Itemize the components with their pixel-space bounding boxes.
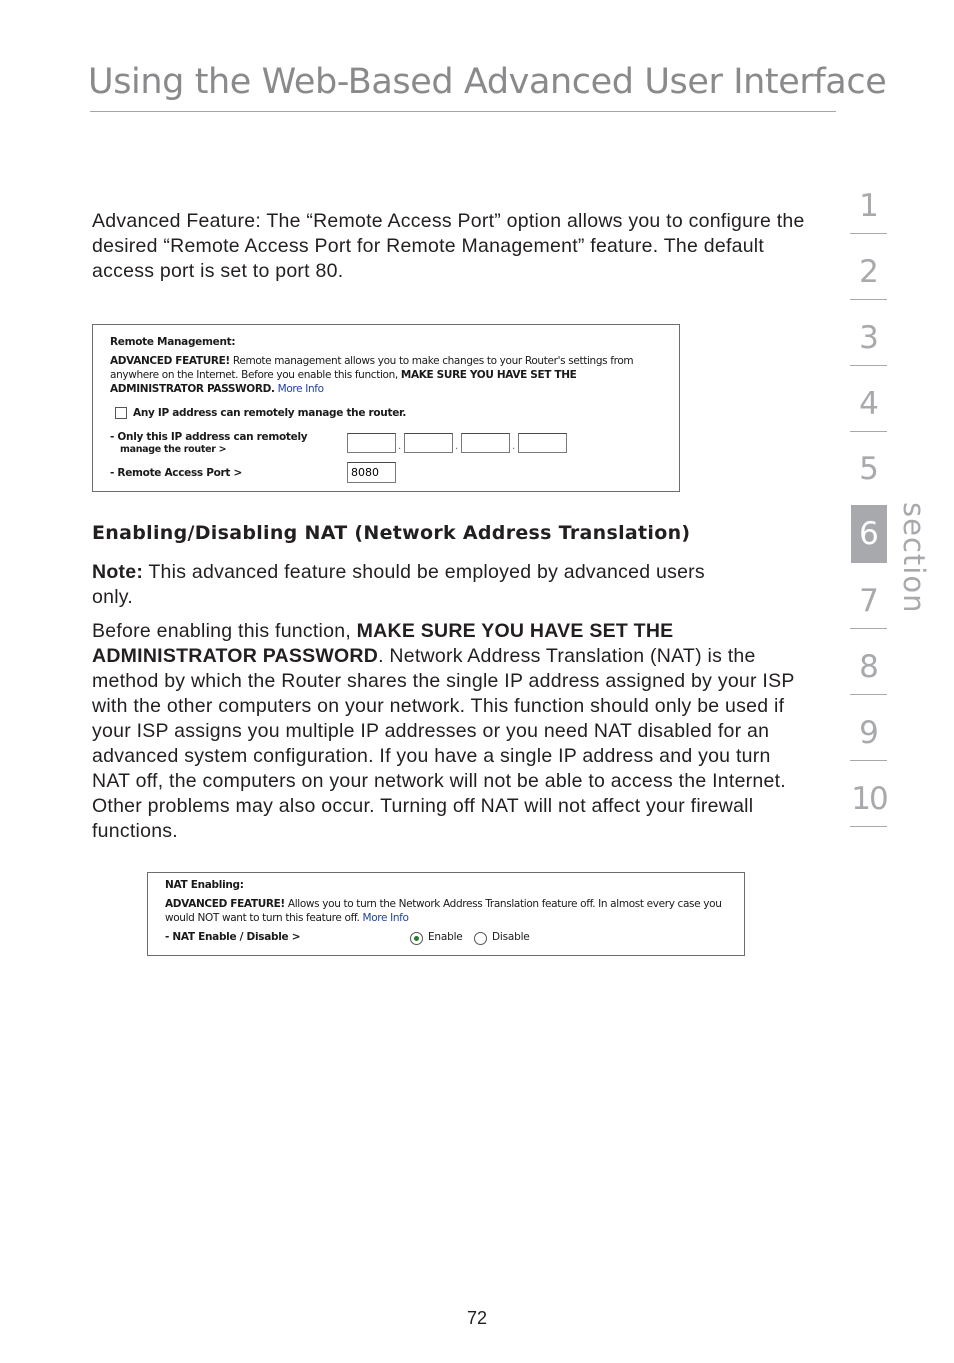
section-4-tab[interactable]: 4	[859, 386, 879, 422]
admin-password-warning: MAKE SURE YOU HAVE SET THE ADMINISTRATOR PASSWORD.	[110, 369, 577, 395]
nat-note-paragraph	[92, 560, 732, 610]
nat-desc-rest: . Network Address Translation (NAT) is the method by which the Router shares the single IP address assigned by your ISP with the other computers on your network. This function should only be used if your ISP assigns you multiple IP addresses or you need NAT disabled for an advanced system configuration. If you have a single IP address and you turn NAT off, the computers on your network will not be able to access the Internet. Other problems may also occur. Turning off NAT will not affect your firewall functions.	[92, 645, 795, 842]
nat-desc-start: Before enabling this function,	[92, 620, 357, 642]
remote-more-info-link[interactable]: More Info	[277, 383, 324, 395]
intro-paragraph: Advanced Feature: The “Remote Access Port” option allows you to configure the desired “Remote Access Port for Remote Management” feature. The default access port is set to port 80.	[92, 210, 805, 282]
nat-disable-label: Disable	[492, 931, 530, 943]
section-5-tab[interactable]: 5	[859, 451, 879, 487]
any-ip-checkbox[interactable]	[115, 407, 127, 419]
section-divider	[850, 233, 887, 234]
ip-octet-2-input[interactable]	[404, 433, 453, 453]
nat-enable-radio[interactable]	[410, 932, 423, 945]
page-title: Using the Web-Based Advanced User Interface	[88, 62, 887, 102]
section-3-tab[interactable]: 3	[859, 320, 879, 356]
remote-management-panel	[92, 324, 680, 492]
nat-enabling-title: NAT Enabling:	[165, 879, 244, 891]
nat-panel-desc-text: Allows you to turn the Network Address Translation feature off. In almost every case you would NOT want to turn this feature off.	[165, 898, 722, 924]
title-divider	[90, 111, 836, 112]
section-6-tab-active[interactable]: 6	[851, 505, 887, 563]
nat-enable-disable-label: - NAT Enable / Disable >	[165, 931, 301, 943]
ip-separator: .	[398, 441, 402, 452]
nat-heading: Enabling/Disabling NAT (Network Address Translation)	[92, 522, 691, 544]
remote-management-description	[110, 354, 670, 396]
page-number: 72	[466, 1308, 488, 1328]
any-ip-label: Any IP address can remotely manage the router.	[133, 407, 407, 419]
section-label: section	[897, 502, 931, 614]
nat-enabling-description	[165, 897, 737, 925]
section-10-tab[interactable]: 10	[851, 781, 887, 817]
section-8-tab[interactable]: 8	[859, 649, 879, 685]
section-7-tab[interactable]: 7	[859, 583, 879, 619]
note-text: This advanced feature should be employed by advanced users only.	[92, 561, 705, 608]
note-label: Note:	[92, 561, 144, 583]
nat-description-paragraph	[92, 619, 807, 844]
section-9-tab[interactable]: 9	[859, 715, 879, 751]
ip-octet-1-input[interactable]	[347, 433, 396, 453]
section-divider	[850, 365, 887, 366]
ip-separator: .	[512, 441, 516, 452]
advanced-feature-label: ADVANCED FEATURE!	[110, 355, 230, 367]
section-divider	[850, 628, 887, 629]
nat-desc-warning: MAKE SURE YOU HAVE SET THE ADMINISTRATOR PASSWORD	[92, 620, 674, 667]
section-1-tab[interactable]: 1	[859, 188, 879, 224]
nat-advanced-feature-label: ADVANCED FEATURE!	[165, 898, 285, 910]
remote-access-port-label: - Remote Access Port >	[110, 467, 242, 479]
ip-octet-3-input[interactable]	[461, 433, 510, 453]
section-divider	[850, 826, 887, 827]
section-divider	[850, 431, 887, 432]
ip-separator: .	[455, 441, 459, 452]
section-divider	[850, 760, 887, 761]
ip-address-label-line2: manage the router >	[120, 444, 227, 455]
section-divider	[850, 694, 887, 695]
nat-disable-radio[interactable]	[474, 932, 487, 945]
section-2-tab[interactable]: 2	[859, 254, 879, 290]
ip-address-label: - Only this IP address can remotely	[110, 431, 308, 443]
nat-enabling-panel	[147, 872, 745, 956]
remote-management-title: Remote Management:	[110, 336, 236, 348]
remote-description-text: Remote management allows you to make changes to your Router's settings from anywhere on the Internet. Before you enable this function,	[110, 355, 634, 381]
nat-enable-label: Enable	[428, 931, 463, 943]
section-divider	[850, 299, 887, 300]
ip-octet-4-input[interactable]	[518, 433, 567, 453]
nat-more-info-link[interactable]: More Info	[362, 912, 409, 924]
remote-access-port-input[interactable]	[347, 462, 396, 483]
